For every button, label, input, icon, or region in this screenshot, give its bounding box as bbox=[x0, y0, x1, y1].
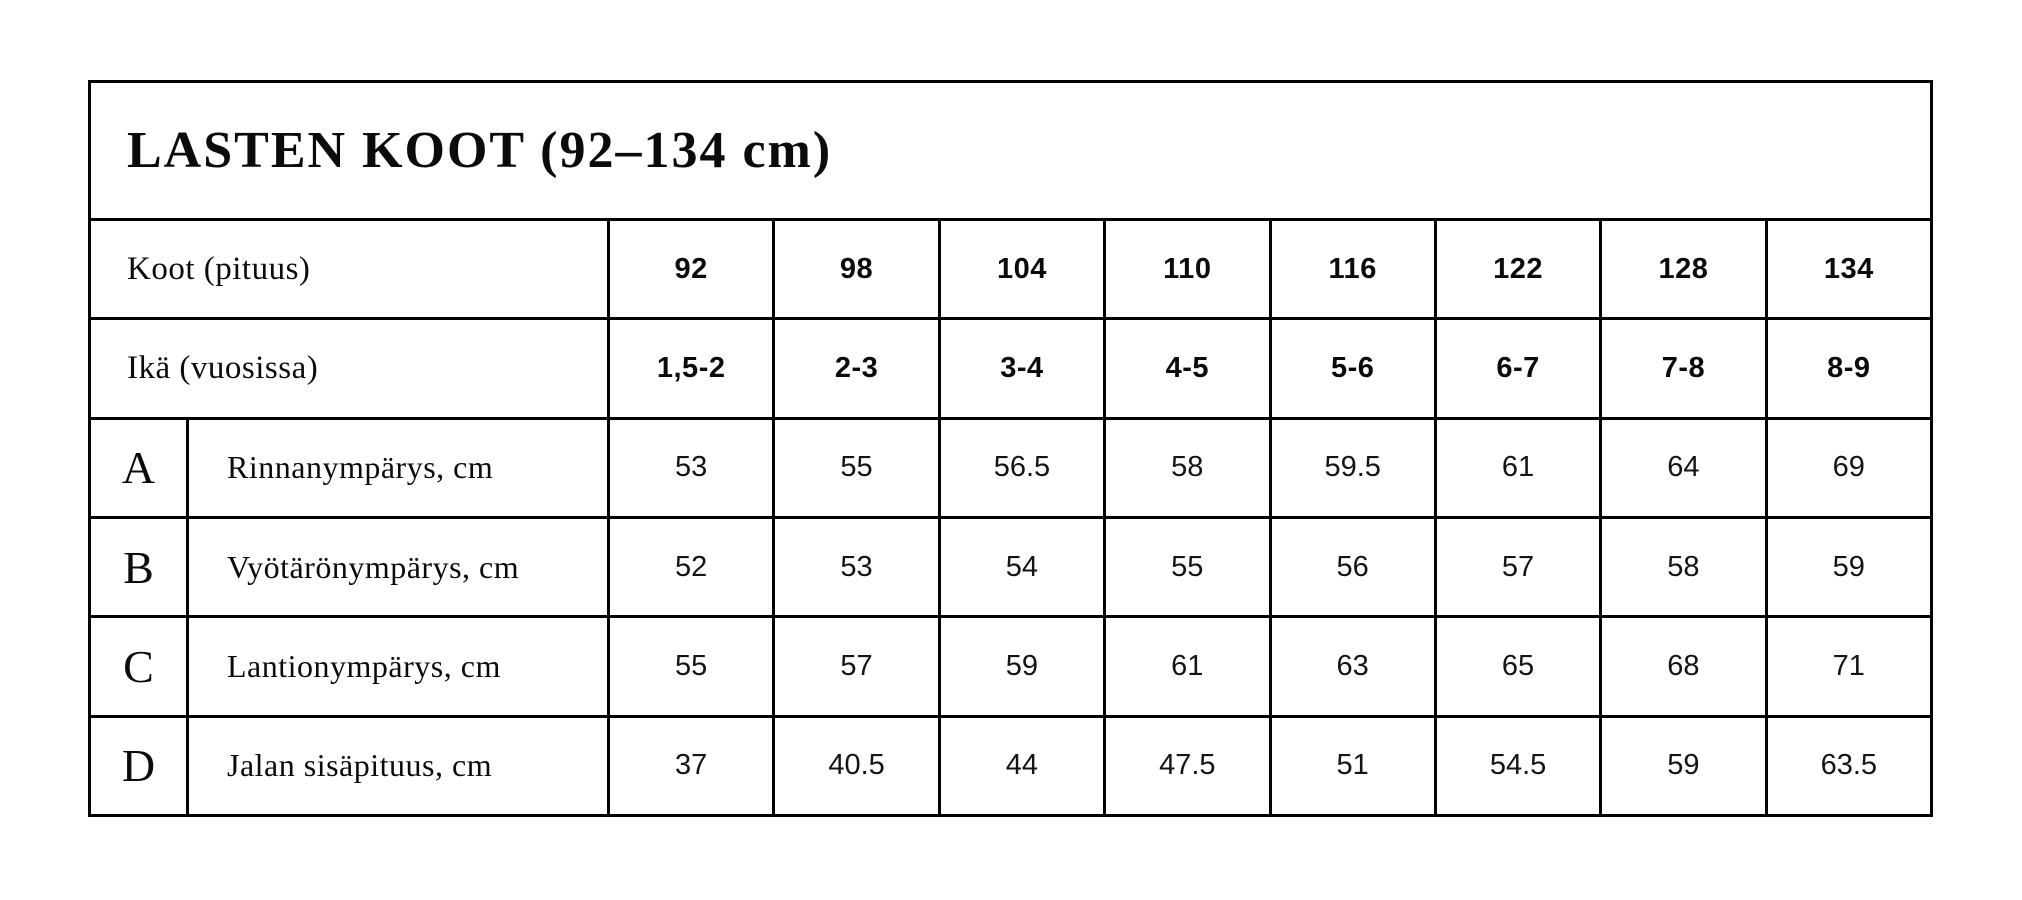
value-cell: 54 bbox=[941, 519, 1103, 615]
value-cell: 57 bbox=[1437, 519, 1599, 615]
value-cell: 56.5 bbox=[941, 420, 1103, 516]
value-cell: 55 bbox=[775, 420, 937, 516]
value-cell: 55 bbox=[610, 618, 772, 714]
value-cell: 52 bbox=[610, 519, 772, 615]
measure-label-waist: Vyötärönympärys, cm bbox=[189, 519, 607, 615]
value-cell: 54.5 bbox=[1437, 718, 1599, 814]
value-cell: 61 bbox=[1106, 618, 1268, 714]
value-cell: 59 bbox=[1602, 718, 1764, 814]
size-header-cell: 104 bbox=[941, 221, 1103, 317]
age-cell: 6-7 bbox=[1437, 320, 1599, 416]
value-cell: 57 bbox=[775, 618, 937, 714]
size-header-cell: 92 bbox=[610, 221, 772, 317]
value-cell: 63.5 bbox=[1768, 718, 1930, 814]
age-cell: 5-6 bbox=[1272, 320, 1434, 416]
value-cell: 58 bbox=[1602, 519, 1764, 615]
children-size-chart-table bbox=[88, 80, 1933, 817]
table-title: LASTEN KOOT (92–134 cm) bbox=[91, 83, 1930, 218]
age-row-label: Ikä (vuosissa) bbox=[91, 320, 607, 416]
size-header-cell: 122 bbox=[1437, 221, 1599, 317]
value-cell: 53 bbox=[775, 519, 937, 615]
value-cell: 40.5 bbox=[775, 718, 937, 814]
value-cell: 61 bbox=[1437, 420, 1599, 516]
value-cell: 71 bbox=[1768, 618, 1930, 714]
age-cell: 1,5-2 bbox=[610, 320, 772, 416]
size-row-label: Koot (pituus) bbox=[91, 221, 607, 317]
age-cell: 7-8 bbox=[1602, 320, 1764, 416]
value-cell: 56 bbox=[1272, 519, 1434, 615]
value-cell: 55 bbox=[1106, 519, 1268, 615]
measure-letter-d: D bbox=[91, 718, 186, 814]
value-cell: 63 bbox=[1272, 618, 1434, 714]
measure-label-hip: Lantionympärys, cm bbox=[189, 618, 607, 714]
size-header-cell: 116 bbox=[1272, 221, 1434, 317]
value-cell: 64 bbox=[1602, 420, 1764, 516]
value-cell: 65 bbox=[1437, 618, 1599, 714]
value-cell: 37 bbox=[610, 718, 772, 814]
measure-label-chest: Rinnanympärys, cm bbox=[189, 420, 607, 516]
size-header-cell: 128 bbox=[1602, 221, 1764, 317]
value-cell: 59 bbox=[941, 618, 1103, 714]
value-cell: 69 bbox=[1768, 420, 1930, 516]
measure-letter-c: C bbox=[91, 618, 186, 714]
size-header-cell: 110 bbox=[1106, 221, 1268, 317]
value-cell: 59.5 bbox=[1272, 420, 1434, 516]
measure-label-inseam: Jalan sisäpituus, cm bbox=[189, 718, 607, 814]
value-cell: 53 bbox=[610, 420, 772, 516]
age-cell: 2-3 bbox=[775, 320, 937, 416]
age-cell: 8-9 bbox=[1768, 320, 1930, 416]
value-cell: 59 bbox=[1768, 519, 1930, 615]
value-cell: 47.5 bbox=[1106, 718, 1268, 814]
value-cell: 58 bbox=[1106, 420, 1268, 516]
value-cell: 51 bbox=[1272, 718, 1434, 814]
value-cell: 44 bbox=[941, 718, 1103, 814]
age-cell: 3-4 bbox=[941, 320, 1103, 416]
measure-letter-b: B bbox=[91, 519, 186, 615]
size-header-cell: 134 bbox=[1768, 221, 1930, 317]
measure-letter-a: A bbox=[91, 420, 186, 516]
size-header-cell: 98 bbox=[775, 221, 937, 317]
value-cell: 68 bbox=[1602, 618, 1764, 714]
age-cell: 4-5 bbox=[1106, 320, 1268, 416]
